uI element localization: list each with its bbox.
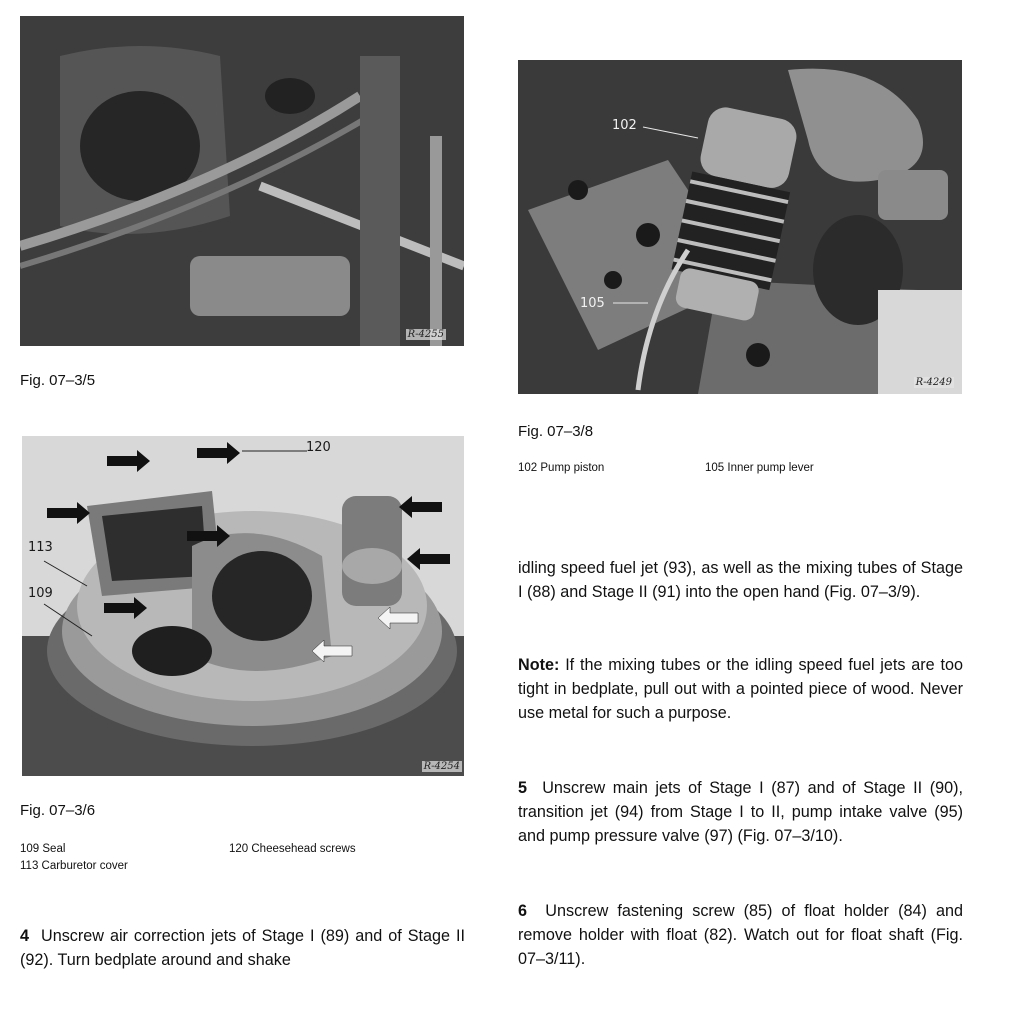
- note-label: Note:: [518, 656, 560, 674]
- step-body: Unscrew air correction jets of Stage I (89) and of Stage II (92). Turn bedplate around and shake: [20, 927, 465, 969]
- photo-code: R-4249: [915, 377, 952, 388]
- figure-caption-07-3-8: Fig. 07–3/8: [518, 423, 594, 440]
- legend-item-113: 113 Carburetor cover: [20, 860, 128, 872]
- legend-item-102: 102 Pump piston: [518, 462, 605, 474]
- legend-item-120: 120 Cheesehead screws: [229, 843, 356, 855]
- legend-item-105: 105 Inner pump lever: [705, 462, 814, 474]
- carburetor-cover-illustration: [22, 436, 464, 776]
- step-6-paragraph: [518, 899, 963, 971]
- figure-caption-07-3-5: Fig. 07–3/5: [20, 372, 96, 389]
- figure-caption-07-3-6: Fig. 07–3/6: [20, 802, 96, 819]
- legend-item-109: 109 Seal: [20, 843, 66, 855]
- callout-105: 105: [580, 296, 605, 311]
- photo-code: R-4255: [407, 329, 444, 340]
- figure-photo-07-3-5: [20, 16, 464, 346]
- step-body: Unscrew fastening screw (85) of float holder (84) and remove holder with float (82). Watch out for float shaft (Fig. 07–3/11).: [518, 902, 963, 968]
- step-body: Unscrew main jets of Stage I (87) and of Stage II (90), transition jet (94) from Stage I to II, pump intake valve (95) and pump pressure valve (97) (Fig. 07–3/10).: [518, 779, 964, 845]
- note-body: If the mixing tubes or the idling speed fuel jets are too tight in bedplate, pull out with a pointed piece of wood. Never use metal for such a purpose.: [518, 656, 963, 722]
- step-5-paragraph: [518, 776, 963, 848]
- step-number: 4: [20, 927, 30, 945]
- figure-photo-07-3-6: [22, 436, 464, 776]
- continuation-paragraph: idling speed fuel jet (93), as well as the mixing tubes of Stage I (88) and Stage II (91) into the open hand (Fig. 07–3/9).: [518, 559, 963, 601]
- callout-120: 120: [306, 440, 331, 455]
- step-4-paragraph: [20, 924, 465, 972]
- callout-113: 113: [28, 540, 53, 555]
- pump-piston-illustration: [518, 60, 962, 394]
- callout-109: 109: [28, 586, 53, 601]
- step-number: 5: [518, 779, 528, 797]
- step-number: 6: [518, 902, 528, 920]
- callout-102: 102: [612, 118, 637, 133]
- figure-photo-07-3-8: [518, 60, 962, 394]
- photo-code: R-4254: [423, 761, 460, 772]
- note-paragraph: [518, 653, 963, 725]
- carburetor-screwdriver-illustration: [20, 16, 464, 346]
